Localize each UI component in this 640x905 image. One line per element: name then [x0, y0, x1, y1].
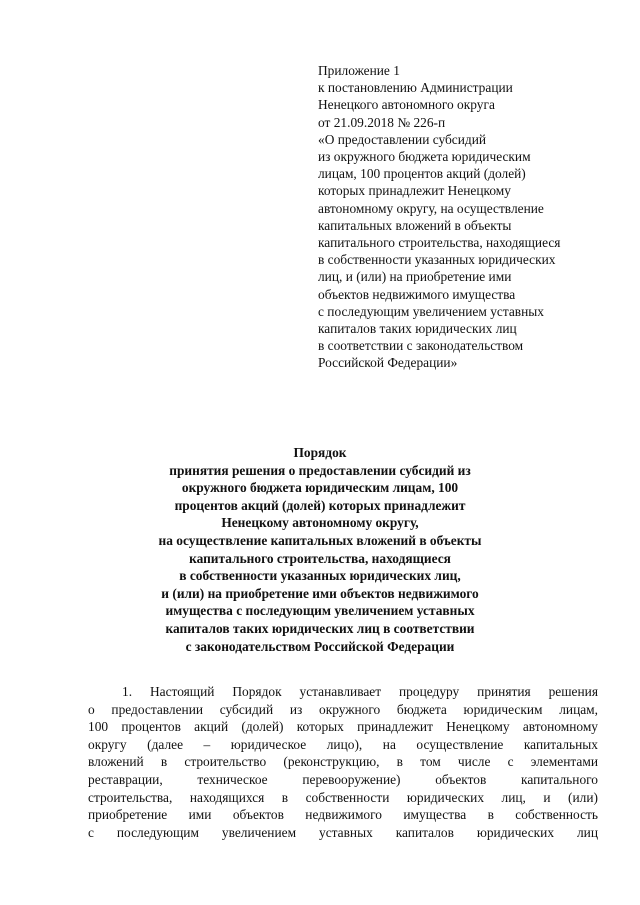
body-line: реставрации, техническое перевооружение) объектов капитального: [88, 771, 598, 787]
body-line: вложений в строительство (реконструкцию, в том числе с элементами: [88, 754, 598, 770]
title-line: с законодательством Российской Федерации: [185, 638, 455, 654]
title-line: капитального строительства, находящиеся: [189, 550, 451, 566]
body-line: строительства, находящихся в собственности юридических лиц, и (или): [88, 789, 598, 805]
body-line: приобретение ими объектов недвижимого имущества в собственность: [88, 807, 598, 823]
appendix-line: в собственности указанных юридических: [318, 252, 556, 268]
title-line: окружного бюджета юридическим лицам, 100: [181, 480, 459, 496]
appendix-line: из окружного бюджета юридическим: [318, 149, 531, 165]
appendix-line: «О предоставлении субсидий: [318, 131, 487, 147]
appendix-line: в соответствии с законодательством: [318, 338, 524, 354]
title-line: капиталов таких юридических лиц в соответствии: [165, 620, 475, 636]
appendix-line: Приложение 1: [318, 63, 400, 78]
appendix-line: автономному округу, на осуществление: [318, 200, 544, 216]
body-line: о предоставлении субсидий из окружного бюджета юридическим лицам,: [88, 701, 598, 717]
title-line: процентов акций (долей) которых принадлежит: [174, 497, 466, 513]
appendix-line: капитального строительства, находящиеся: [318, 235, 561, 251]
appendix-line: Ненецкого автономного округа: [318, 97, 495, 113]
appendix-line: лицам, 100 процентов акций (долей): [318, 166, 526, 182]
appendix-line: лиц, и (или) на приобретение ими: [318, 269, 512, 285]
body-line: 100 процентов акций (долей) которых принадлежит Ненецкому автономному: [88, 719, 598, 735]
title-line: имущества с последующим увеличением уставных: [165, 603, 475, 619]
title-line: и (или) на приобретение ими объектов недвижимого: [161, 585, 479, 601]
appendix-line: капиталов таких юридических лиц: [318, 321, 517, 337]
appendix-line: которых принадлежит Ненецкому: [318, 183, 511, 199]
document-title: [80, 444, 560, 655]
body-line: округу (далее – юридическое лицо), на осуществление капитальных: [88, 736, 598, 752]
appendix-line: с последующим увеличением уставных: [318, 303, 544, 319]
appendix-line: Российской Федерации»: [318, 355, 458, 371]
body-paragraph: [88, 683, 598, 841]
title-line: в собственности указанных юридических лиц,: [179, 568, 461, 584]
appendix-line: капитальных вложений в объекты: [318, 217, 512, 233]
title-line: Ненецкому автономному округу,: [221, 515, 419, 531]
body-line: 1. Настоящий Порядок устанавливает процедуру принятия решения: [122, 684, 598, 699]
title-line: на осуществление капитальных вложений в объекты: [158, 532, 482, 548]
body-line: с последующим увеличением уставных капиталов юридических лиц: [88, 824, 598, 840]
appendix-line: объектов недвижимого имущества: [318, 286, 516, 302]
title-line: принятия решения о предоставлении субсидий из: [169, 462, 471, 478]
appendix-line: к постановлению Администрации: [318, 80, 513, 96]
appendix-header: [318, 62, 618, 372]
title-line: Порядок: [293, 445, 347, 460]
appendix-line: от 21.09.2018 № 226-п: [318, 114, 446, 130]
